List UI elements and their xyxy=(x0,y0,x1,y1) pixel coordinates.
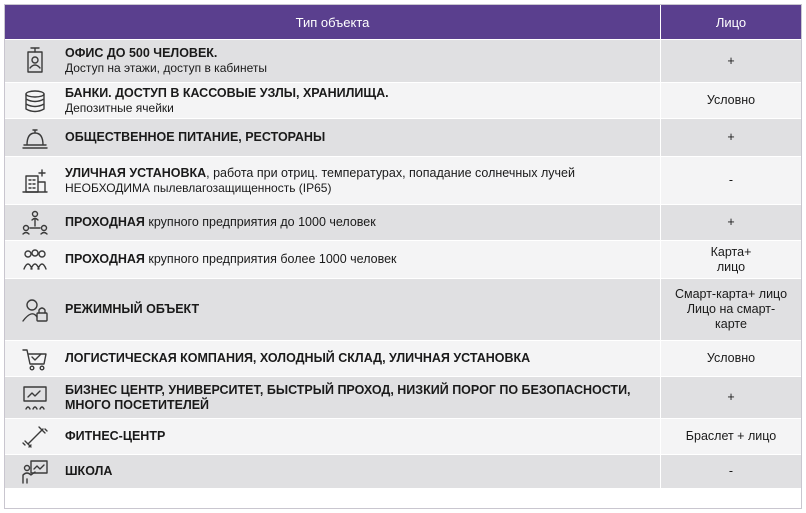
object-type-cell xyxy=(65,341,661,376)
object-type-description: крупного предприятия более 1000 человек xyxy=(144,252,397,266)
object-type-title: ФИТНЕС-ЦЕНТР xyxy=(65,429,166,443)
table-row xyxy=(5,39,801,82)
object-type-cell xyxy=(65,83,661,118)
object-type-cell xyxy=(65,157,661,204)
object-type-title: ОБЩЕСТВЕННОЕ ПИТАНИЕ, РЕСТОРАНЫ xyxy=(65,130,326,144)
object-type-title: УЛИЧНАЯ УСТАНОВКА xyxy=(65,165,207,180)
object-type-subtitle: НЕОБХОДИМА пылевлагозащищенность (IP65) xyxy=(65,180,332,195)
face-value-cell: + xyxy=(727,215,735,229)
object-type-cell xyxy=(65,205,661,240)
table-row xyxy=(5,240,801,278)
object-type-cell xyxy=(65,241,661,278)
object-type-title: ПРОХОДНАЯ xyxy=(65,215,145,229)
teacher-board-icon xyxy=(5,455,65,488)
object-type-table xyxy=(4,4,802,509)
table-body xyxy=(5,39,801,488)
people-network-icon xyxy=(5,205,65,240)
cart-check-icon xyxy=(5,341,65,376)
object-type-description: крупного предприятия до 1000 человек xyxy=(144,215,376,229)
object-type-subtitle: Доступ на этажи, доступ в кабинеты xyxy=(65,61,267,75)
face-value-cell: Условно xyxy=(706,93,756,107)
object-type-cell xyxy=(65,40,661,82)
face-value-cell: + xyxy=(727,53,735,68)
header-object-type: Тип объекта xyxy=(5,5,661,39)
table-row xyxy=(5,82,801,118)
table-header xyxy=(5,5,801,39)
face-value-cell: Браслет + лицо xyxy=(685,429,777,443)
coins-icon xyxy=(5,83,65,118)
object-type-subtitle: Депозитные ячейки xyxy=(65,100,174,115)
face-value-cell: - xyxy=(728,464,734,478)
cloche-icon xyxy=(5,119,65,156)
table-row xyxy=(5,454,801,488)
object-type-cell xyxy=(65,455,661,488)
face-value-cell: + xyxy=(727,390,735,404)
face-value-cell: Условно xyxy=(706,351,756,365)
table-row xyxy=(5,156,801,204)
building-snow-icon xyxy=(5,157,65,204)
object-type-title: БИЗНЕС ЦЕНТР, УНИВЕРСИТЕТ, БЫСТРЫЙ ПРОХОД, НИЗКИЙ ПОРОГ ПО БЕЗОПАСНОСТИ, МНОГО ПОСЕТИТЕЛЕЙ xyxy=(65,382,631,412)
object-type-cell xyxy=(65,119,661,156)
face-value-cell: Карта+ лицо xyxy=(710,244,752,274)
object-type-title: РЕЖИМНЫЙ ОБЪЕКТ xyxy=(65,302,200,316)
table-row xyxy=(5,278,801,340)
object-type-cell xyxy=(65,377,661,418)
object-type-title: ШКОЛА xyxy=(65,464,113,478)
user-lock-icon xyxy=(5,279,65,340)
table-row xyxy=(5,118,801,156)
dumbbell-icon xyxy=(5,419,65,454)
badge-icon xyxy=(5,40,65,82)
table-row xyxy=(5,418,801,454)
table-row xyxy=(5,376,801,418)
object-type-cell xyxy=(65,419,661,454)
object-type-title: БАНКИ. ДОСТУП В КАССОВЫЕ УЗЛЫ, ХРАНИЛИЩА. xyxy=(65,85,389,100)
object-type-title: ПРОХОДНАЯ xyxy=(65,252,145,266)
face-value-cell: + xyxy=(727,130,735,144)
object-type-description: , работа при отриц. температурах, попадание солнечных лучей xyxy=(206,165,575,180)
object-type-title: ОФИС ДО 500 ЧЕЛОВЕК. xyxy=(65,46,218,60)
presentation-icon xyxy=(5,377,65,418)
header-face: Лицо xyxy=(715,14,747,30)
crowd-icon xyxy=(5,241,65,278)
face-value-cell: - xyxy=(728,173,734,187)
object-type-title: ЛОГИСТИЧЕСКАЯ КОМПАНИЯ, ХОЛОДНЫЙ СКЛАД, УЛИЧНАЯ УСТАНОВКА xyxy=(65,351,531,365)
table-row xyxy=(5,340,801,376)
face-value-cell: Смарт-карта+ лицо Лицо на смарт- карте xyxy=(674,287,788,331)
table-row xyxy=(5,204,801,240)
object-type-cell xyxy=(65,279,661,340)
